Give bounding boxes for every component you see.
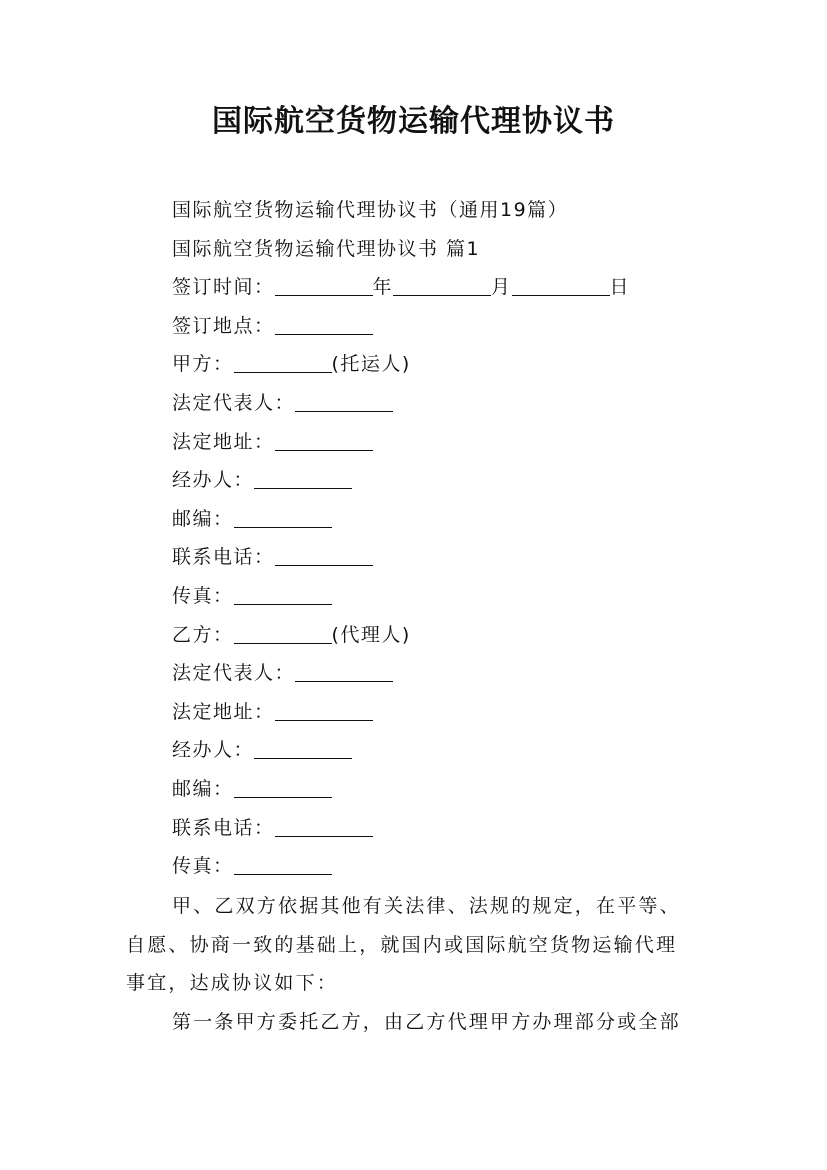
party-a-fax-blank (234, 582, 332, 605)
chapter-line: 国际航空货物运输代理协议书 篇1 (172, 237, 481, 260)
party-a-address-line (172, 423, 732, 462)
party-a-phone-line (172, 538, 732, 577)
party-b-postcode-blank (234, 775, 332, 798)
party-b-legal-rep-label: 法定代表人： (172, 662, 296, 685)
party-b-address-label: 法定地址： (172, 700, 275, 723)
party-b-postcode-label: 邮编： (172, 777, 234, 800)
party-b-address-line (172, 693, 732, 732)
party-b-handler-line (172, 731, 732, 770)
party-b-address-blank (275, 698, 373, 721)
party-a-fax-label: 传真： (172, 584, 234, 607)
article-one-paragraph (126, 1003, 726, 1042)
party-a-phone-blank (275, 543, 373, 566)
party-b-legal-rep-blank (295, 659, 393, 682)
header-fields (172, 191, 732, 886)
party-b-label: 乙方： (172, 623, 234, 646)
month-label: 月 (491, 276, 512, 299)
sign-place-line (172, 307, 732, 346)
sign-time-label: 签订时间： (172, 276, 275, 299)
party-a-postcode-blank (234, 505, 332, 528)
party-b-line (172, 616, 732, 655)
paragraph2-line1: 第一条甲方委托乙方，由乙方代理甲方办理部分或全部 (172, 1011, 681, 1033)
year-label: 年 (372, 276, 394, 299)
party-b-fax-blank (234, 852, 332, 875)
month-blank (393, 273, 491, 296)
subtitle-line: 国际航空货物运输代理协议书（通用19篇） (172, 199, 569, 221)
party-b-fax-label: 传真： (172, 855, 234, 878)
party-b-fax-line (172, 847, 732, 886)
document-title: 国际航空货物运输代理协议书 (212, 104, 615, 139)
party-b-handler-blank (254, 736, 352, 759)
party-b-phone-label: 联系电话： (172, 816, 275, 839)
party-b-handler-label: 经办人： (172, 739, 255, 762)
party-a-blank (234, 350, 332, 373)
party-a-role: (托运人) (331, 353, 411, 376)
party-a-postcode-label: 邮编： (172, 507, 234, 530)
party-b-phone-line (172, 809, 732, 848)
sign-place-blank (275, 312, 373, 335)
party-b-role: (代理人) (331, 623, 411, 646)
paragraph1-line1: 甲、乙双方依据其他有关法律、法规的规定，在平等、 (172, 895, 681, 917)
party-a-legal-rep-line (172, 384, 732, 423)
sign-time-line (172, 268, 732, 307)
day-blank (512, 273, 610, 296)
party-a-fax-line (172, 577, 732, 616)
day-label: 日 (609, 276, 631, 299)
party-a-line (172, 345, 732, 384)
party-a-postcode-line (172, 500, 732, 539)
party-a-handler-line (172, 461, 732, 500)
party-b-phone-blank (275, 814, 373, 837)
party-a-address-blank (275, 428, 373, 451)
party-b-postcode-line (172, 770, 732, 809)
paragraph1-line2: 自愿、协商一致的基础上，就国内或国际航空货物运输代理 (126, 933, 678, 956)
party-b-legal-rep-line (172, 654, 732, 693)
party-b-blank (234, 621, 332, 644)
party-a-legal-rep-blank (295, 389, 393, 412)
paragraph1-line3: 事宜，达成协议如下： (126, 972, 339, 995)
sign-place-label: 签订地点： (172, 314, 275, 337)
party-a-legal-rep-label: 法定代表人： (172, 391, 296, 414)
agreement-paragraph (126, 887, 726, 1003)
party-a-address-label: 法定地址： (172, 430, 275, 453)
party-a-label: 甲方： (172, 353, 234, 376)
party-a-phone-label: 联系电话： (172, 546, 275, 569)
year-blank (275, 273, 373, 296)
party-a-handler-label: 经办人： (172, 469, 255, 492)
party-a-handler-blank (254, 466, 352, 489)
